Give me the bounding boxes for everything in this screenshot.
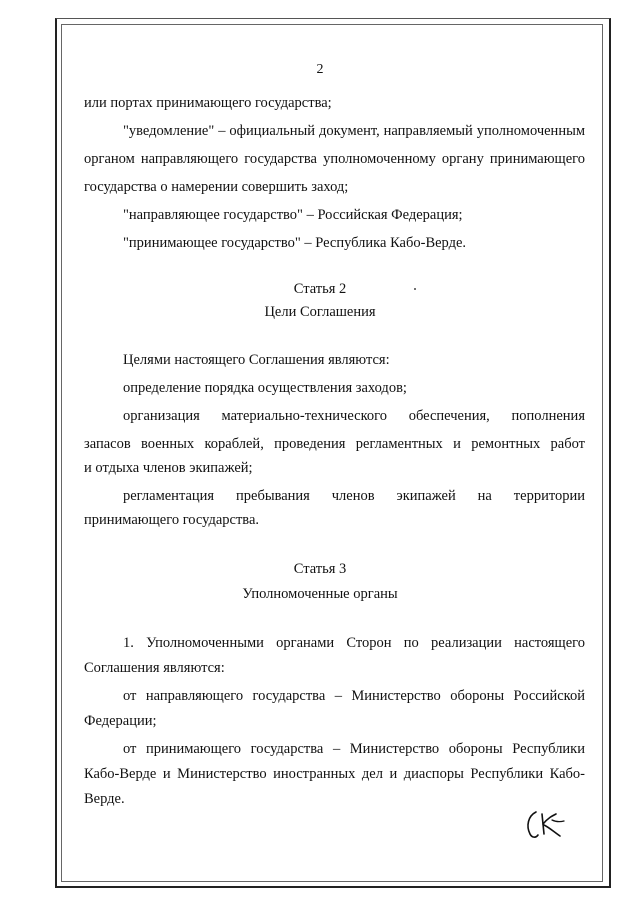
text-line: и отдыха членов экипажей; <box>84 460 253 476</box>
text-line: или портах принимающего государства; <box>84 95 332 111</box>
text-line: "уведомление" – официальный документ, направляемый уполномоченным <box>123 123 585 139</box>
text-line: от направляющего государства – Министерство обороны Российской <box>123 688 585 704</box>
text-line: 1. Уполномоченными органами Сторон по реализации настоящего <box>123 635 585 651</box>
text-line: запасов военных кораблей, проведения регламентных и ремонтных работ <box>84 436 585 452</box>
text-line: "направляющее государство" – Российская Федерация; <box>123 207 463 223</box>
page-number: 2 <box>316 62 324 77</box>
article-3-heading: Статья 3 <box>293 561 347 577</box>
text-line: Целями настоящего Соглашения являются: <box>123 352 390 368</box>
handwritten-initials-icon <box>522 808 572 842</box>
article-3-title: Уполномоченные органы <box>242 586 398 602</box>
text-line: Федерации; <box>84 713 157 729</box>
text-line: органом направляющего государства уполномоченному органу принимающего <box>84 151 585 167</box>
text-line: регламентация пребывания членов экипажей на территории <box>123 488 585 504</box>
article-2-heading: Статья 2 <box>293 281 347 297</box>
text-line: "принимающее государство" – Республика Кабо-Верде. <box>123 235 467 251</box>
scan-speck <box>414 288 416 290</box>
text-line: определение порядка осуществления заходов; <box>123 380 407 396</box>
text-line: принимающего государства. <box>84 512 260 528</box>
text-line: организация материально-технического обеспечения, пополнения <box>123 408 585 424</box>
text-line: Соглашения являются: <box>84 660 225 676</box>
text-line: государства о намерении совершить заход; <box>84 179 349 195</box>
text-line: Кабо-Верде и Министерство иностранных дел и диаспоры Республики Кабо- <box>84 766 585 782</box>
text-line: Верде. <box>84 791 125 807</box>
text-line: от принимающего государства – Министерство обороны Республики <box>123 741 585 757</box>
article-2-title: Цели Соглашения <box>264 304 376 320</box>
